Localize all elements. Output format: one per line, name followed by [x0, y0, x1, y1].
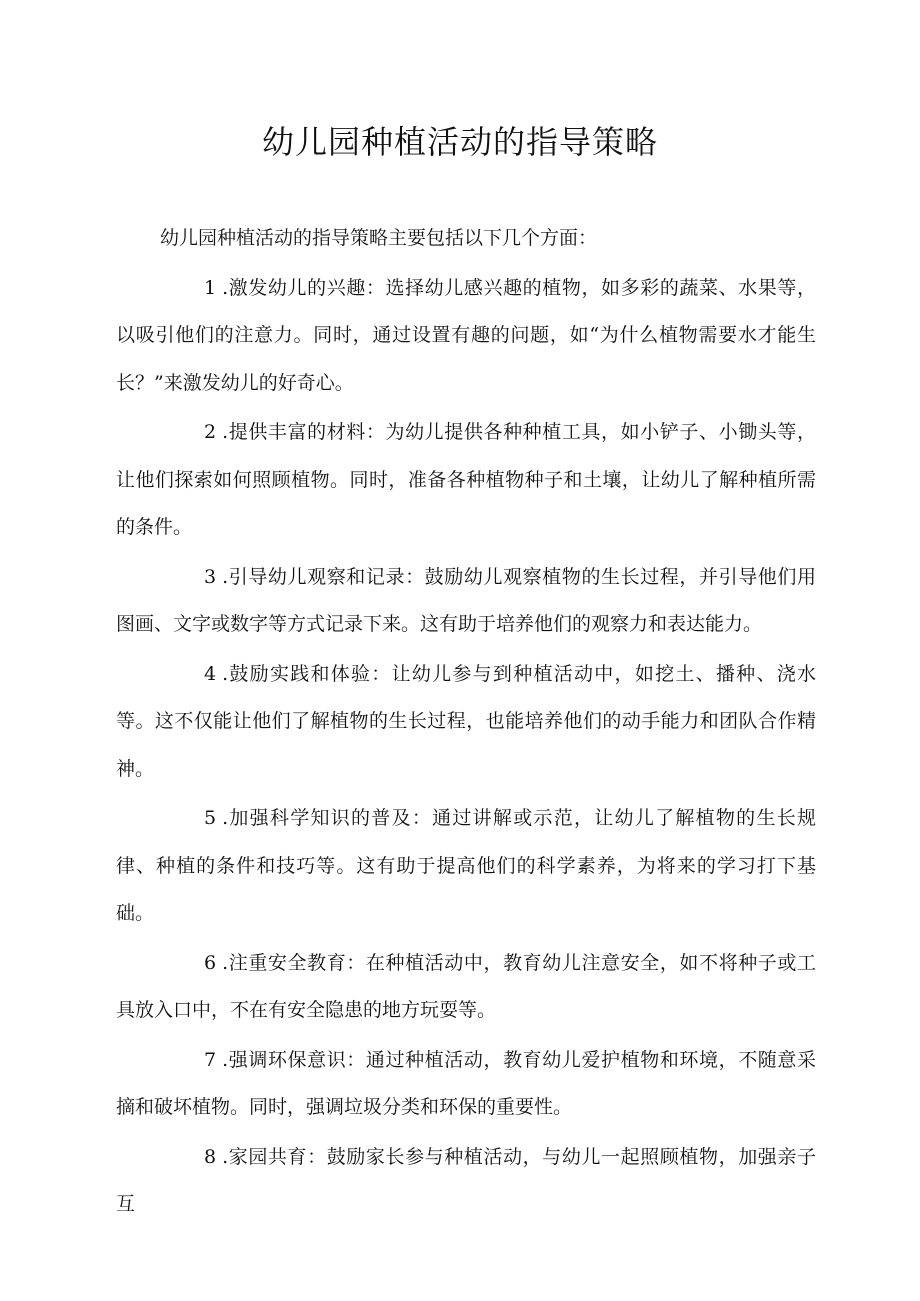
item-number: 3 — [204, 565, 217, 588]
item-text: .提供丰富的材料：为幼儿提供各种种植工具，如小铲子、小锄头等，让他们探索如何照顾植物。同时，准备各种植物种子和土壤，让幼儿了解种植所需的条件。 — [116, 421, 816, 538]
list-item — [116, 265, 816, 408]
list-item — [116, 651, 816, 794]
item-number: 6 — [204, 951, 217, 974]
list-item — [116, 554, 816, 649]
item-text: .加强科学知识的普及：通过讲解或示范，让幼儿了解植物的生长规律、种植的条件和技巧等。这有助于提高他们的科学素养，为将来的学习打下基础。 — [116, 807, 816, 924]
list-item — [116, 795, 816, 938]
item-number: 4 — [204, 662, 217, 685]
item-number: 7 — [204, 1048, 217, 1071]
document-body — [116, 215, 816, 1231]
item-number: 1 — [204, 276, 217, 299]
intro-paragraph: 幼儿园种植活动的指导策略主要包括以下几个方面： — [160, 227, 598, 249]
item-text: .强调环保意识：通过种植活动，教育幼儿爱护植物和环境，不随意采摘和破坏植物。同时，强调垃圾分类和环保的重要性。 — [116, 1048, 816, 1118]
item-text: .激发幼儿的兴趣：选择幼儿感兴趣的植物，如多彩的蔬菜、水果等，以吸引他们的注意力。同时，通过设置有趣的问题，如“为什么植物需要水才能生长？”来激发幼儿的好奇心。 — [116, 276, 816, 394]
list-item — [116, 940, 816, 1035]
item-text: .引导幼儿观察和记录：鼓励幼儿观察植物的生长过程，并引导他们用图画、文字或数字等方式记录下来。这有助于培养他们的观察力和表达能力。 — [116, 565, 816, 635]
document-title: 幼儿园种植活动的指导策略 — [261, 123, 658, 161]
list-item — [116, 1134, 816, 1229]
item-number: 5 — [204, 807, 217, 829]
list-item — [116, 1037, 816, 1132]
item-text: .鼓励实践和体验：让幼儿参与到种植活动中，如挖土、播种、浇水等。这不仅能让他们了解植物的生长过程，也能培养他们的动手能力和团队合作精神。 — [116, 662, 816, 780]
item-number: 8 — [204, 1145, 217, 1168]
item-text: .注重安全教育：在种植活动中，教育幼儿注意安全，如不将种子或工具放入口中，不在有安全隐患的地方玩耍等。 — [116, 951, 816, 1021]
item-number: 2 — [204, 421, 217, 443]
list-item — [116, 409, 816, 552]
item-text: .家园共育：鼓励家长参与种植活动，与幼儿一起照顾植物，加强亲子互 — [116, 1145, 816, 1215]
